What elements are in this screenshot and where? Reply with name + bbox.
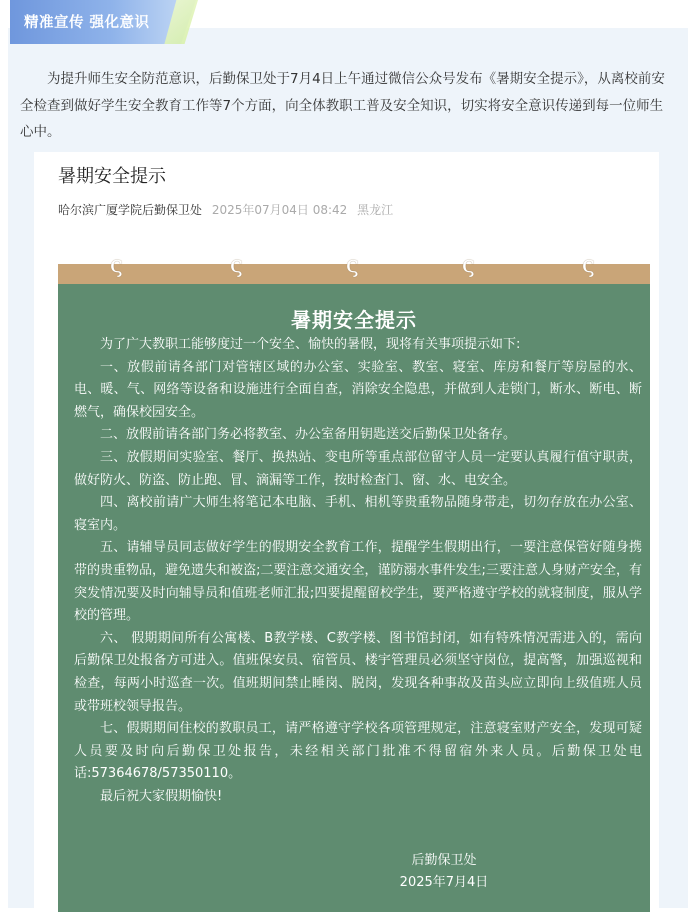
- notice-heading: 暑期安全提示: [291, 308, 417, 332]
- notice-paragraph: 七、假期期间住校的教职员工，请严格遵守学校各项管理规定，注意寝室财产安全，发现可疑人员要及时向后勤保卫处报告，未经相关部门批准不得留宿外来人员。后勤保卫处电话:57364678/57350110。: [74, 721, 642, 782]
- intro-paragraph: 为提升师生安全防范意识，后勤保卫处于7月4日上午通过微信公众号发布《暑期安全提示》，从离校前安全检查到做好学生安全教育工作等7个方面，向全体教职工普及安全知识，切实将安全意识传递到每一位师生心中。: [20, 71, 665, 140]
- article-date: 2025年07月04日 08:42: [211, 203, 348, 217]
- notice-sign-date: 2025年7月4日: [399, 875, 489, 890]
- binding-ring-icon: ς: [110, 252, 123, 278]
- notice-paragraph: 四、离校前请广大师生将笔记本电脑、手机、相机等贵重物品随身带走，切勿存放在办公室、寝室内。: [74, 495, 642, 533]
- binding-ring-icon: ς: [462, 252, 475, 278]
- article-meta: [58, 201, 393, 218]
- article-org[interactable]: 哈尔滨广厦学院后勤保卫处: [58, 203, 203, 217]
- article-title[interactable]: 暑期安全提示: [58, 166, 166, 187]
- notice-paragraph: 为了广大教职工能够度过一个安全、愉快的暑假，现将有关事项提示如下:: [100, 337, 521, 352]
- section-banner-title: 精准宣传 强化意识: [24, 15, 150, 31]
- notice-paragraph: 三、放假期间实验室、餐厅、换热站、变电所等重点部位留守人员一定要认真履行值守职责，做好防火、防盗、防止跑、冒、滴漏等工作，按时检查门、窗、水、电安全。: [74, 449, 642, 488]
- notice-paragraph: 六、 假期期间所有公寓楼、B教学楼、C教学楼、图书馆封闭，如有特殊情况需进入的，需向后勤保卫处报备方可进入。值班保安员、宿管员、楼宇管理员必须坚守岗位，提高警，加强巡视和检查，每两小时巡查一次。值班期间禁止睡岗、脱岗，发现各种事故及苗头应立即向上级值班人员或带班校领导报告。: [74, 630, 642, 714]
- notice-paragraph: 最后祝大家假期愉快!: [100, 788, 223, 804]
- notice-paragraph: 二、放假前请各部门务必将教室、办公室备用钥匙送交后勤保卫处备存。: [100, 427, 517, 443]
- notice-body: [74, 334, 642, 808]
- notice-signature: 后勤保卫处: [411, 853, 477, 868]
- notice-paragraph: 五、请辅导员同志做好学生的假期安全教育工作，提醒学生假期出行，一要注意保管好随身携带的贵重物品，避免遗失和被盗;二要注意交通安全，谨防溺水事件发生;三要注意人身财产安全，有突发情况要及时向辅导员和值班老师汇报;四要提醒留校学生，要严格遵守学校的就寝制度，服从学校的管理。: [74, 540, 642, 624]
- binding-ring-icon: ς: [230, 252, 243, 278]
- wechat-article-card: [34, 152, 659, 912]
- binding-ring-icon: ς: [346, 252, 359, 278]
- notice-board-image: [58, 284, 650, 912]
- notice-paragraph: 一、放假前请各部门对管辖区域的办公室、实验室、教室、寝室、库房和餐厅等房屋的水、电、暖、气、网络等设备和设施进行全面自查，消除安全隐患，并做到人走锁门，断水、断电、断燃气，确保校园安全。: [74, 359, 642, 420]
- notice-signature-block: [58, 850, 650, 894]
- article-region: 黑龙江: [357, 203, 394, 217]
- binding-ring-icon: ς: [582, 252, 595, 278]
